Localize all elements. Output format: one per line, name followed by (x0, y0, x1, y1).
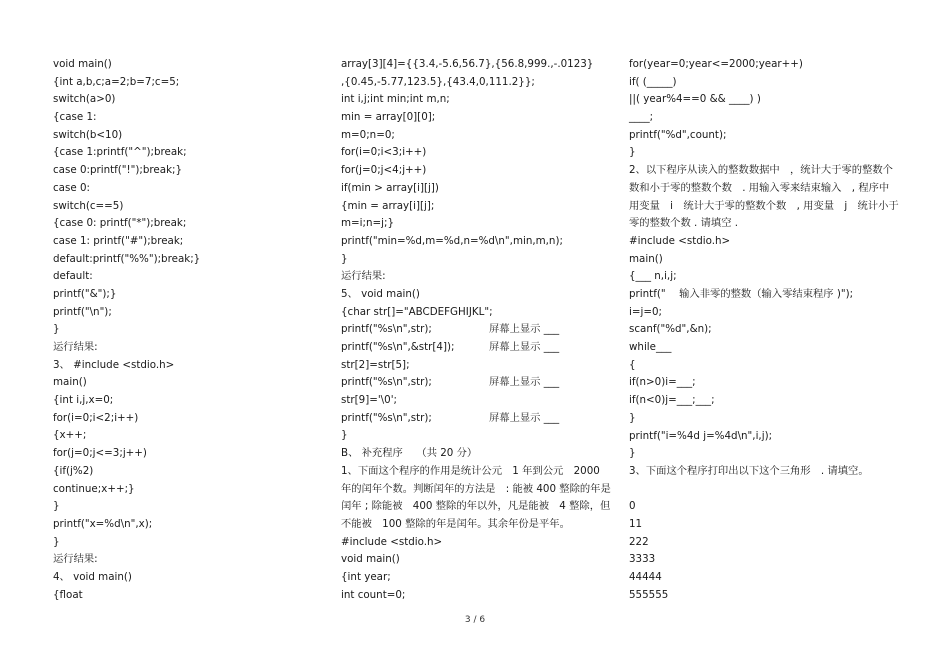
code-line: case 1: printf("#");break; (53, 234, 184, 247)
code-line: for(j=0;j<=3;j++) (53, 447, 147, 460)
code-line: while___ (629, 341, 672, 354)
code-line: } (629, 146, 636, 159)
code-line: } (629, 447, 636, 460)
code-line: {int i,j,x=0; (53, 394, 114, 407)
code-line: } (53, 500, 60, 513)
printf-row (341, 374, 611, 392)
screen-output-blank: 屏幕上显示 ___ (489, 323, 560, 336)
code-line: {___ n,i,j; (629, 270, 677, 283)
code-line: default:printf("%%");break;} (53, 252, 201, 265)
printf-row (341, 392, 611, 410)
code-line: 222 (629, 535, 649, 548)
code-line: min = array[0][0]; (341, 111, 436, 124)
code-line: m=i;n=j;} (341, 217, 395, 230)
code-line: 44444 (629, 571, 662, 583)
code-text: str[9]='\0'; (341, 394, 397, 407)
code-line: i=j=0; (629, 305, 662, 318)
code-line: {char str[]="ABCDEFGHIJKL"; (341, 305, 493, 318)
code-line: if( (_____) (629, 75, 677, 88)
code-line: array[3][4]={{3.4,-5.6,56.7},{56.8,999.,-.0123} (341, 58, 594, 70)
code-line: if(n<0)j=___;___; (629, 394, 715, 407)
code-line: scanf("%d",&n); (629, 323, 712, 336)
code-line: printf("i=%4d j=%4d\n",i,j); (629, 429, 773, 442)
code-text: printf("%s\n",&str[4]); (341, 341, 455, 353)
code-text: printf("%s\n",str); (341, 376, 432, 389)
code-line: } (629, 411, 636, 424)
code-line: 555555 (629, 588, 669, 601)
code-line: {int a,b,c;a=2;b=7;c=5; (53, 75, 180, 88)
code-line: case 0: (53, 181, 90, 194)
code-line: } (53, 323, 60, 336)
leap-year-task-paragraph: 1、下面这个程序的作用是统计公元 1 年到公元 2000 年的闰年个数。判断闰年的方法是 : 能被 400 整除的年是闰年 ; 除能被 400 整除的年以外，凡是能被 4 整除，但不能被 100 整除的年是闰年。其余年份是平年。 (341, 464, 611, 530)
code-line: } (341, 429, 348, 442)
printf-row (341, 357, 611, 375)
code-line: switch(a>0) (53, 93, 116, 106)
code-line: B、 补充程序 （共 20 分） (341, 447, 478, 460)
code-line: void main() (53, 58, 112, 70)
code-line: case 0:printf("!");break;} (53, 164, 183, 177)
code-line: {if(j%2) (53, 464, 94, 477)
code-line: {case 1: (53, 111, 97, 124)
code-line: int count=0; (341, 588, 406, 601)
code-line: printf(" 输入非零的整数（输入零结束程序 )"); (629, 288, 854, 300)
code-line: 运行结果: (53, 553, 98, 566)
code-line: 3333 (629, 553, 656, 566)
code-line: printf("&");} (53, 287, 117, 300)
code-line: default: (53, 270, 93, 283)
code-line: } (53, 535, 60, 548)
page-number: 3 / 6 (464, 615, 486, 625)
code-text: printf("%s\n",str); (341, 411, 432, 424)
code-line: {case 0: printf("*");break; (53, 217, 187, 230)
code-line: {float (53, 588, 83, 601)
code-line: #include <stdio.h> (629, 234, 731, 247)
count-integers-task-paragraph: 2、以下程序从读入的整数数据中 ，统计大于零的整数个数和小于零的整数个数 . 用输入零来结束输入 , 程序中用变量 i 统计大于零的整数个数 , 用变量 j 统计小于零的整数个数 . 请填空 . (629, 164, 899, 230)
code-line: 0 (629, 500, 636, 513)
middle-column (341, 56, 611, 604)
code-line: {case 1:printf("^");break; (53, 146, 187, 159)
code-line: 3、 #include <stdio.h> (53, 358, 175, 371)
printf-row (341, 410, 611, 428)
code-line (629, 481, 899, 499)
code-line: switch(c==5) (53, 199, 124, 212)
code-line: if(min > array[i][j]) (341, 181, 439, 194)
code-text: str[2]=str[5]; (341, 358, 410, 371)
code-line: 运行结果: (341, 270, 386, 283)
code-line: printf("x=%d\n",x); (53, 517, 153, 530)
code-line: ||( year%4==0 && ____) ) (629, 93, 761, 106)
code-line: {min = array[i][j]; (341, 199, 435, 212)
code-line: 运行结果: (53, 341, 98, 353)
code-line: printf("min=%d,m=%d,n=%d\n",min,m,n); (341, 234, 563, 247)
code-line: #include <stdio.h> (341, 535, 443, 548)
code-line: printf("\n"); (53, 305, 112, 318)
screen-output-blank: 屏幕上显示 ___ (489, 341, 560, 353)
code-line: if(n>0)i=___; (629, 376, 696, 389)
printf-row (341, 339, 611, 357)
code-line: switch(b<10) (53, 128, 123, 141)
code-line: 11 (629, 517, 643, 530)
screen-output-blank: 屏幕上显示 ___ (489, 411, 560, 424)
code-line: } (341, 252, 348, 265)
code-line: for(i=0;i<2;i++) (53, 411, 139, 424)
code-line: for(i=0;i<3;i++) (341, 146, 427, 159)
code-line: 4、 void main() (53, 570, 132, 583)
code-line: continue;x++;} (53, 482, 135, 495)
code-line: int i,j;int min;int m,n; (341, 93, 450, 106)
code-line: {int year; (341, 571, 391, 583)
code-line: m=0;n=0; (341, 128, 395, 141)
code-line: main() (53, 376, 87, 389)
code-line: 3、下面这个程序打印出以下这个三角形 . 请填空。 (629, 464, 869, 477)
code-line: printf("%d",count); (629, 128, 727, 141)
code-line: for(year=0;year<=2000;year++) (629, 58, 803, 70)
code-line: ____; (629, 111, 654, 124)
code-line: ,{0.45,-5.77,123.5},{43.4,0,111.2}}; (341, 75, 535, 88)
printf-row (341, 321, 611, 339)
screen-output-blank: 屏幕上显示 ___ (489, 376, 560, 389)
left-column (53, 56, 313, 604)
code-line: {x++; (53, 429, 87, 442)
code-line: 5、 void main() (341, 287, 420, 300)
code-line: { (629, 358, 636, 371)
code-line: main() (629, 252, 663, 265)
code-line: for(j=0;j<4;j++) (341, 164, 427, 177)
right-column (629, 56, 899, 604)
code-text: printf("%s\n",str); (341, 323, 432, 336)
code-line: void main() (341, 553, 400, 566)
